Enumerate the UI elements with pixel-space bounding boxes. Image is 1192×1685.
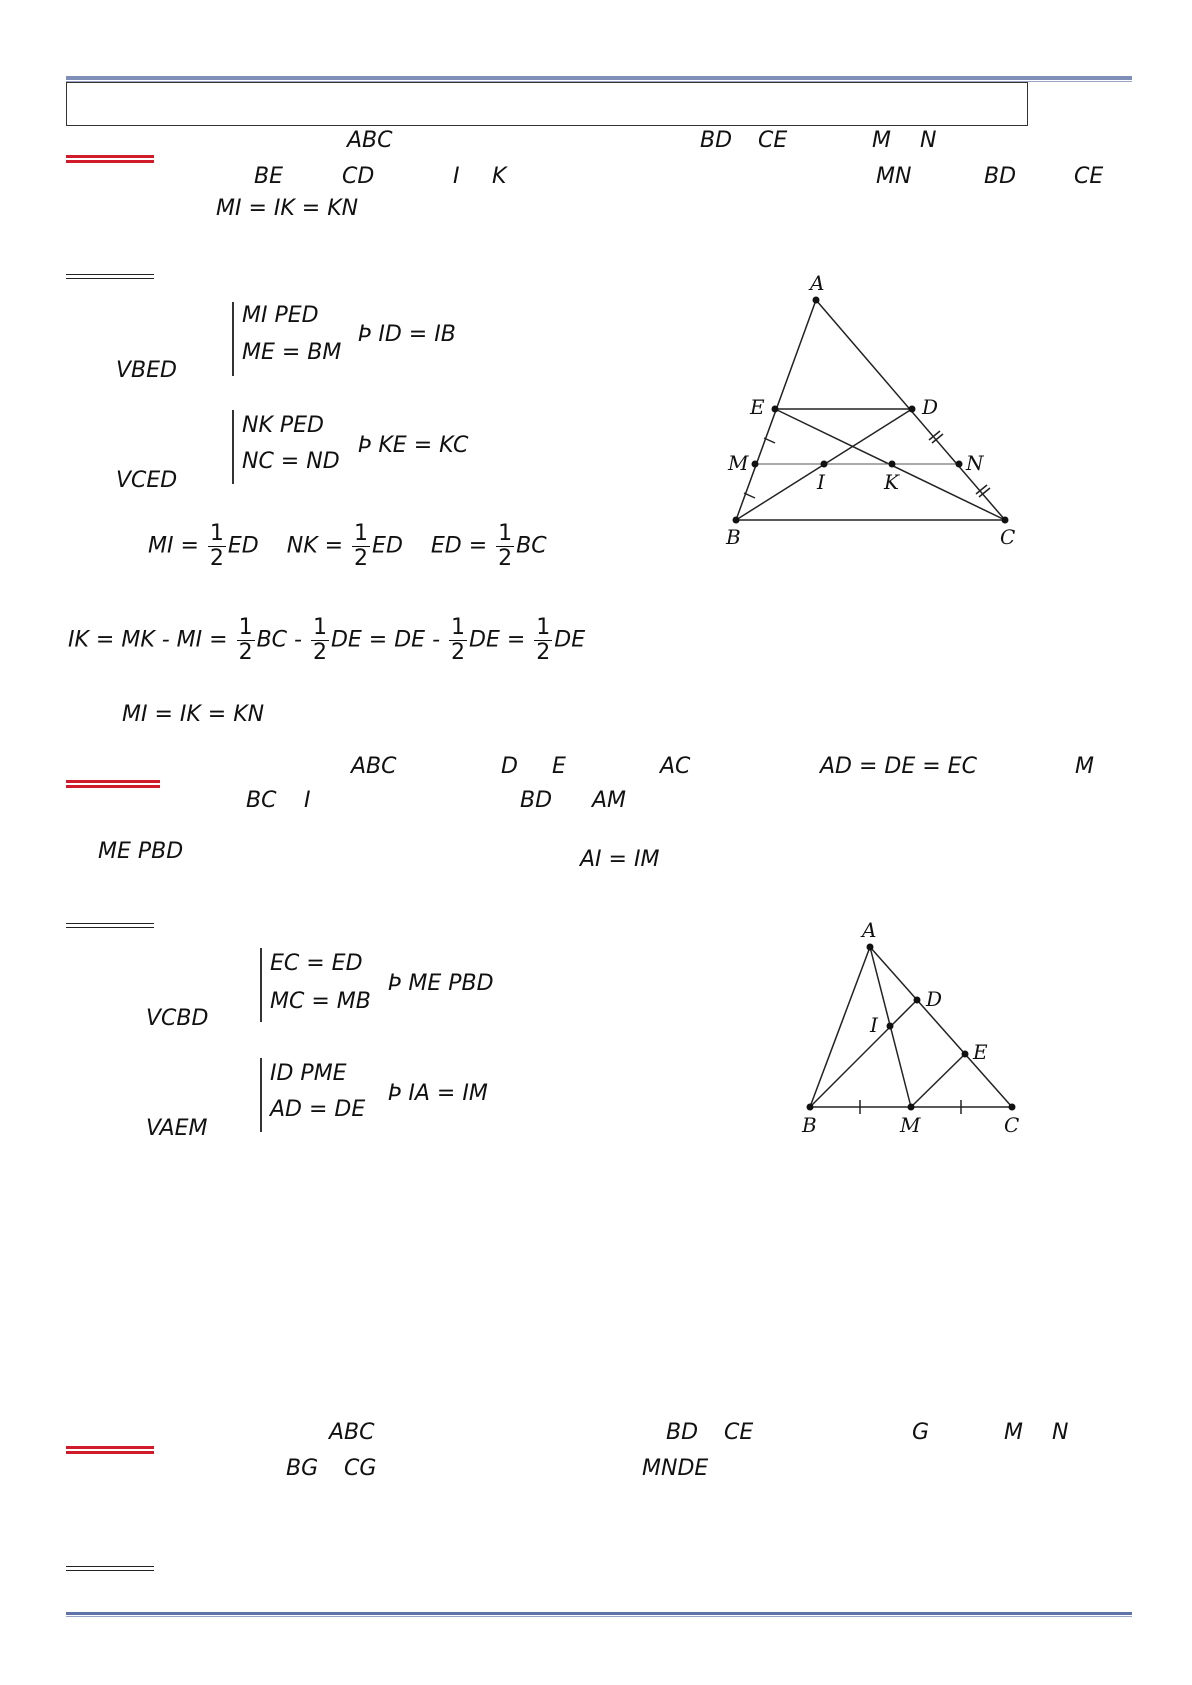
header-box — [66, 82, 1028, 126]
s1-ed-eq: ED = — [430, 533, 488, 559]
figure-triangle-1 — [700, 268, 1040, 558]
p1-goal: MI = IK = KN — [216, 196, 359, 221]
s1-conclusion2: Þ KE = KC — [358, 433, 469, 458]
segment-ab — [810, 947, 870, 1107]
p3-n: N — [1052, 1420, 1069, 1445]
point-d — [914, 997, 921, 1004]
s1-ik-p4: DE = — [469, 627, 526, 653]
p3-bd: BD — [666, 1420, 699, 1445]
p1-ce: CE — [758, 128, 788, 153]
point-k — [889, 461, 896, 468]
point-a — [867, 944, 874, 951]
p1-k: K — [492, 164, 507, 189]
label-i: I — [870, 1013, 878, 1037]
p3-bg: BG — [286, 1456, 319, 1481]
p3-ce: CE — [724, 1420, 754, 1445]
p1-n: N — [920, 128, 937, 153]
p2-d: D — [501, 754, 518, 779]
point-i — [887, 1023, 894, 1030]
point-c — [1009, 1104, 1016, 1111]
p1-ce2: CE — [1074, 164, 1104, 189]
p2-m: M — [1075, 754, 1094, 779]
s1-conclusion1: Þ ID = IB — [358, 322, 456, 347]
p3-m: M — [1004, 1420, 1023, 1445]
point-b — [733, 517, 740, 524]
point-e — [962, 1051, 969, 1058]
label-m: M — [728, 451, 749, 475]
header-rule — [66, 76, 1132, 80]
label-c: C — [1000, 525, 1016, 549]
s1-half-line — [148, 522, 547, 571]
s2-brace2-bottom: AD = DE — [270, 1097, 366, 1122]
label-i: I — [817, 470, 825, 494]
solution-marker-3 — [66, 1566, 154, 1571]
solution-marker-2 — [66, 923, 154, 928]
example-marker-1 — [66, 155, 154, 163]
s1-ed: ED — [372, 533, 403, 559]
segment-me — [911, 1054, 965, 1107]
p2-ai-im: AI = IM — [580, 847, 660, 872]
p2-i: I — [304, 788, 311, 813]
solution-marker-1 — [66, 274, 154, 279]
p1-mn: MN — [876, 164, 912, 189]
s1-ed: ED — [227, 533, 259, 559]
s1-ik-p5: DE — [554, 627, 586, 653]
s1-ik-line — [68, 616, 585, 665]
segment-bd — [810, 1000, 917, 1107]
label-a: A — [862, 918, 877, 942]
fraction-half: $\frac{1}{2}$ — [451, 615, 466, 665]
p1-cd: CD — [342, 164, 375, 189]
s1-ik-p1: IK = MK - MI = — [68, 627, 228, 653]
p1-be: BE — [254, 164, 283, 189]
p2-abc: ABC — [351, 754, 397, 779]
fraction-half: $\frac{1}{2}$ — [209, 521, 224, 571]
p2-bd: BD — [520, 788, 553, 813]
p2-e: E — [552, 754, 566, 779]
s1-mi: MI = — [148, 533, 199, 559]
footer-rule — [66, 1612, 1132, 1615]
s1-ik-p2: BC - — [256, 627, 302, 653]
example-marker-2 — [66, 780, 160, 788]
s2-brace1-bottom: MC = MB — [270, 989, 371, 1014]
point-i — [821, 461, 828, 468]
s1-brace2-bottom: NC = ND — [242, 449, 340, 474]
point-m — [908, 1104, 915, 1111]
fraction-half: $\frac{1}{2}$ — [354, 521, 369, 571]
p2-me-bd: ME PBD — [98, 839, 184, 864]
s2-conclusion2: Þ IA = IM — [388, 1081, 488, 1106]
point-m — [752, 461, 759, 468]
fraction-half: $\frac{1}{2}$ — [498, 521, 513, 571]
s1-ik-p3: DE = DE - — [330, 627, 441, 653]
s2-conclusion1: Þ ME PBD — [388, 971, 494, 996]
point-d — [909, 406, 916, 413]
p1-abc: ABC — [347, 128, 393, 153]
label-e: E — [750, 395, 765, 419]
p3-abc: ABC — [329, 1420, 375, 1445]
p1-bd2: BD — [984, 164, 1017, 189]
point-e — [772, 406, 779, 413]
p3-g: G — [912, 1420, 930, 1445]
label-b: B — [726, 525, 741, 549]
label-k: K — [884, 470, 899, 494]
point-n — [956, 461, 963, 468]
s1-nk: NK = — [286, 533, 344, 559]
label-n: N — [966, 451, 984, 475]
p2-am: AM — [592, 788, 627, 813]
figure-triangle-2 — [790, 912, 1040, 1142]
fraction-half: $\frac{1}{2}$ — [536, 615, 551, 665]
s2-brace1-top: EC = ED — [270, 951, 363, 976]
fraction-half: $\frac{1}{2}$ — [238, 615, 253, 665]
label-c: C — [1004, 1113, 1020, 1137]
p2-ac: AC — [660, 754, 691, 779]
label-d: D — [922, 395, 939, 419]
example-marker-3 — [66, 1446, 154, 1454]
label-m: M — [900, 1113, 921, 1137]
p1-i: I — [453, 164, 460, 189]
s2-brace2-top: ID PME — [270, 1061, 347, 1086]
footer-rule-thin — [66, 1616, 1132, 1617]
p2-bc: BC — [246, 788, 277, 813]
point-a — [813, 297, 820, 304]
s1-triangle1-label: VBED — [116, 358, 177, 383]
p3-cg: CG — [344, 1456, 377, 1481]
point-b — [807, 1104, 814, 1111]
s1-bc: BC — [516, 533, 547, 559]
point-c — [1002, 517, 1009, 524]
s1-final: MI = IK = KN — [122, 702, 265, 727]
label-e: E — [973, 1040, 988, 1064]
p1-m: M — [872, 128, 891, 153]
s2-triangle2-label: VAEM — [146, 1116, 208, 1141]
fraction-half: $\frac{1}{2}$ — [312, 615, 327, 665]
p2-eq: AD = DE = EC — [820, 754, 977, 779]
label-d: D — [926, 987, 943, 1011]
label-b: B — [802, 1113, 817, 1137]
p3-mnde: MNDE — [642, 1456, 709, 1481]
p1-bd: BD — [700, 128, 733, 153]
s1-triangle2-label: VCED — [116, 468, 178, 493]
s1-brace2-top: NK PED — [242, 413, 324, 438]
s1-brace1-top: MI PED — [242, 303, 319, 328]
s1-brace1-bottom: ME = BM — [242, 340, 342, 365]
s2-triangle1-label: VCBD — [146, 1006, 209, 1031]
label-a: A — [810, 271, 825, 295]
